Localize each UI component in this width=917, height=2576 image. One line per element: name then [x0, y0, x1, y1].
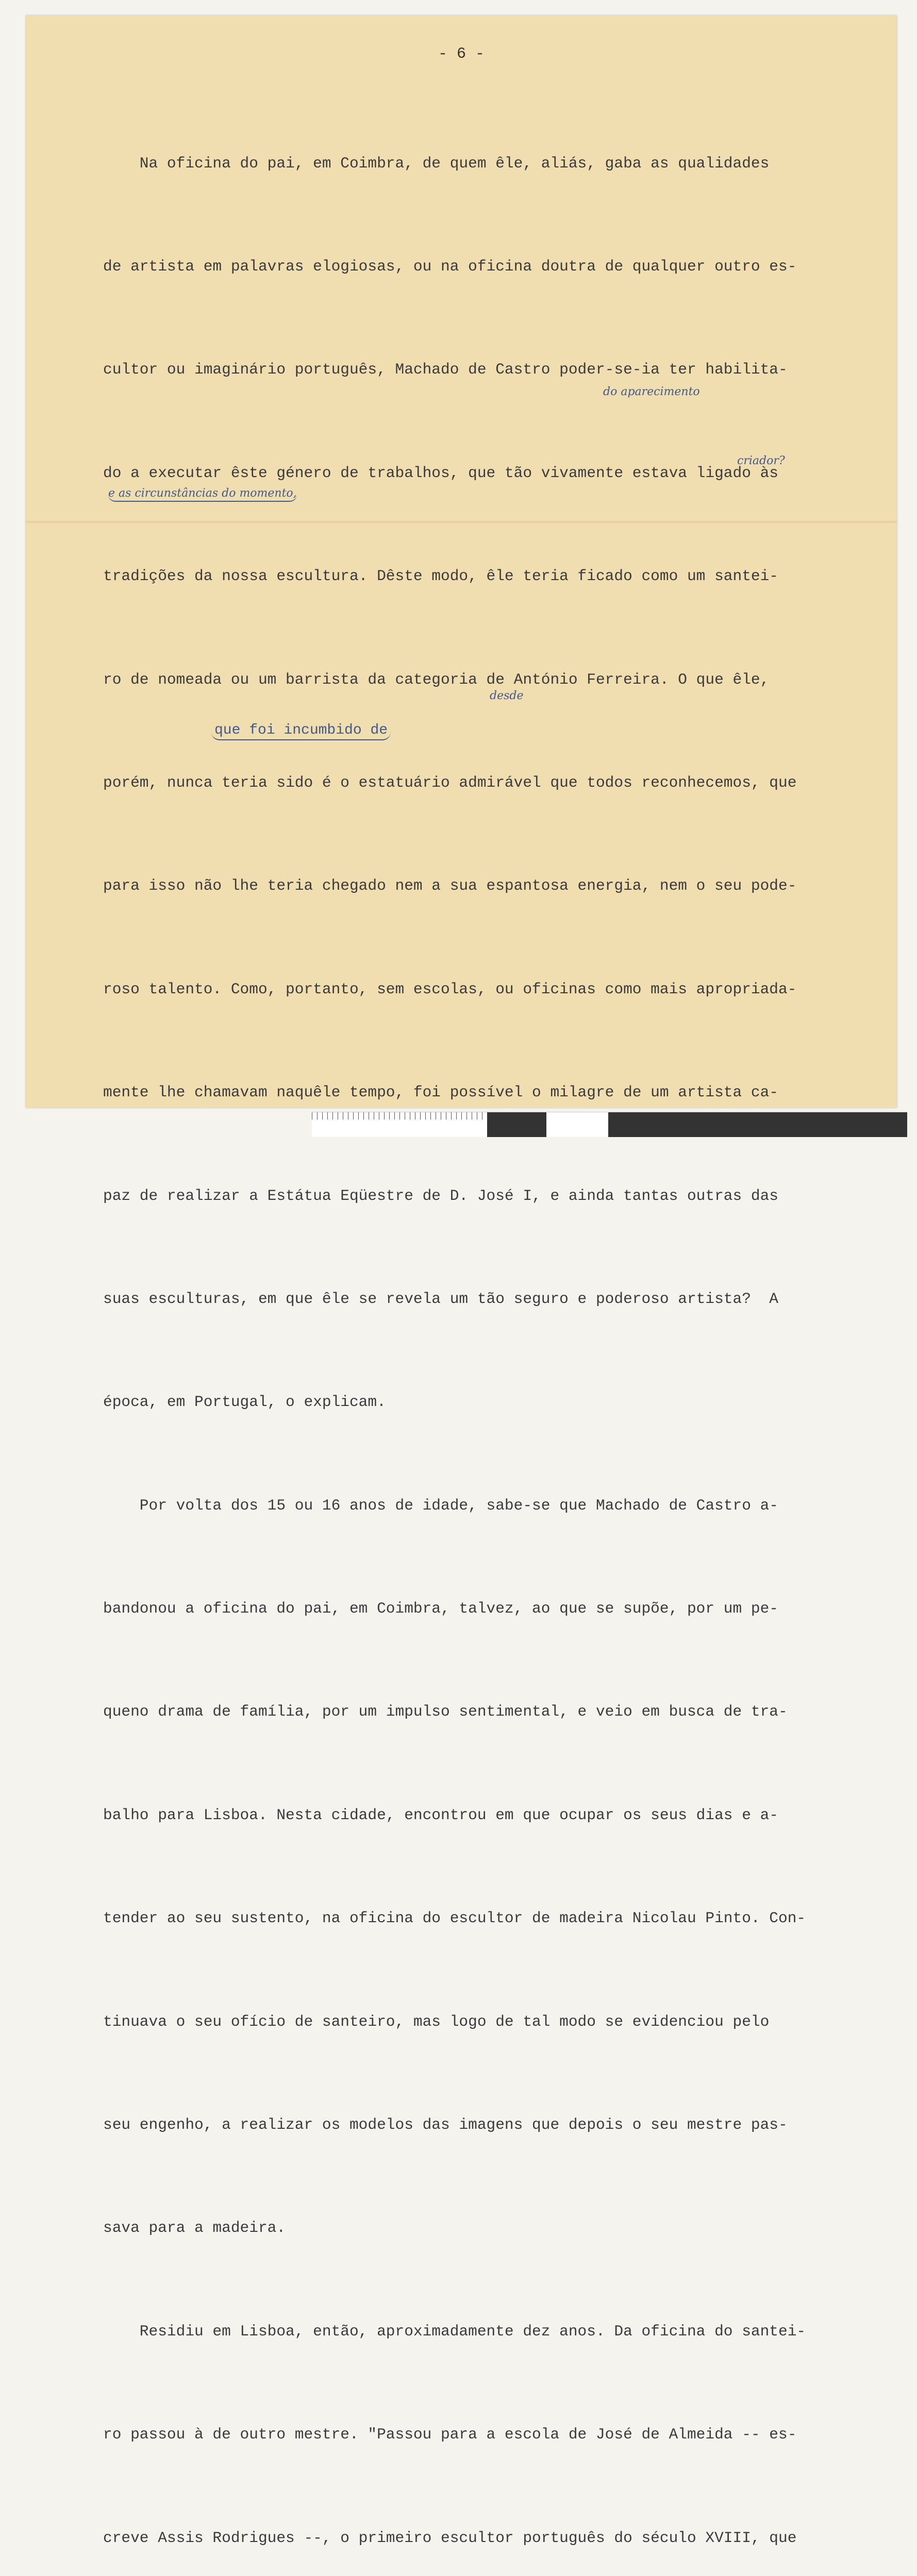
ruler-black-segment: [608, 1112, 907, 1137]
text-line: ro de nomeada ou um barrista da categoria de António Ferreira. O que êle,: [103, 670, 770, 688]
text-line: para isso não lhe teria chegado nem a sua espantosa energia, nem o seu pode-: [103, 877, 797, 895]
text-line: época, em Portugal, o explicam.: [103, 1393, 386, 1411]
text-line: tinuava o seu ofício de santeiro, mas logo de tal modo se evidenciou pelo: [103, 2012, 770, 2030]
handwritten-annotation: criador?: [737, 454, 785, 467]
text-line: tender ao seu sustento, na oficina do escultor de madeira Nicolau Pinto. Con-: [103, 1909, 806, 1927]
text-line: bandonou a oficina do pai, em Coimbra, talvez, ao que se supõe, por um pe-: [103, 1600, 779, 1618]
text-line: Residiu em Lisboa, então, aproximadamente dez anos. Da oficina do santei-: [103, 2322, 806, 2340]
text-line: sava para a madeira.: [103, 2219, 286, 2237]
handwritten-annotation: e as circunstâncias do momento,: [108, 487, 297, 502]
ruler-black-segment: [487, 1112, 546, 1137]
text-line: queno drama de família, por um impulso sentimental, e veio em busca de tra-: [103, 1703, 788, 1721]
handwritten-annotation: que foi incumbido de: [211, 722, 391, 740]
text-line: suas esculturas, em que êle se revela um tão seguro e poderoso artista? A: [103, 1290, 779, 1308]
text-line: paz de realizar a Estátua Eqüestre de D. José I, e ainda tantas outras das: [103, 1187, 779, 1205]
text-line: tradições da nossa escultura. Dêste modo, êle teria ficado como um santei-: [103, 567, 779, 585]
text-line: creve Assis Rodrigues --, o primeiro escultor português do século XVIII, que: [103, 2529, 797, 2547]
handwritten-annotation: do aparecimento: [603, 385, 700, 398]
text-line: Na oficina do pai, em Coimbra, de quem êle, aliás, gaba as qualidades: [103, 154, 770, 172]
text-line: seu engenho, a realizar os modelos das imagens que depois o seu mestre pas-: [103, 2116, 788, 2134]
document-page: [26, 15, 897, 2547]
text-line: do a executar êste género de trabalhos, que tão vivamente estava ligado às: [103, 464, 779, 482]
text-line: ro passou à de outro mestre. "Passou para a escola de José de Almeida -- es-: [103, 2426, 797, 2444]
text-line: cultor ou imaginário português, Machado de Castro poder-se-ia ter habilita-: [103, 361, 788, 379]
text-line: balho para Lisboa. Nesta cidade, encontrou em que ocupar os seus dias e a-: [103, 1806, 779, 1824]
text-line: mente lhe chamavam naquêle tempo, foi possível o milagre de um artista ca-: [103, 1083, 779, 1101]
text-line: de artista em palavras elogiosas, ou na oficina doutra de qualquer outro es-: [103, 257, 797, 275]
text-line: porém, nunca teria sido é o estatuário admirável que todos reconhecemos, que: [103, 773, 797, 791]
text-line: roso talento. Como, portanto, sem escolas, ou oficinas como mais apropriada-: [103, 980, 797, 998]
scale-ruler: [312, 1112, 907, 1137]
text-line: Por volta dos 15 ou 16 anos de idade, sabe-se que Machado de Castro a-: [103, 1496, 779, 1514]
page-number: - 6 -: [438, 45, 485, 63]
ruler-white-segment: [546, 1112, 608, 1137]
handwritten-annotation: desde: [490, 689, 524, 702]
body-text: [103, 77, 897, 2576]
